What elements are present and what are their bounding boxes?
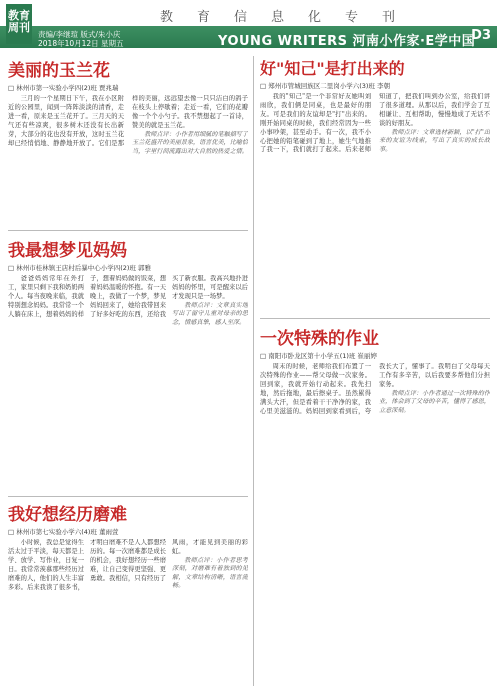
teacher-comment: 教师点评：小作者通过一次特殊的作业，体会到了父母的辛苦，懂得了感恩，立意深刻。 xyxy=(379,389,490,414)
article-author: □ 郑州市管城回族区二里岗小学六(3)班 李朝 xyxy=(260,82,390,90)
date-line: 2018年10月12日 星期五 xyxy=(38,39,124,48)
divider xyxy=(8,230,248,231)
divider xyxy=(260,318,490,319)
article-title: 美丽的玉兰花 xyxy=(8,61,110,81)
article-title: 我好想经历磨难 xyxy=(8,505,127,525)
article-author: □ 林州市第一实验小学四(2)班 贾兆瑞 xyxy=(8,84,119,92)
article-yulanhua xyxy=(8,56,248,213)
issue-meta xyxy=(38,30,124,48)
article-title: 一次特殊的作业 xyxy=(260,329,379,349)
body-text: 爸爸妈妈常年在外打工，家里只剩下我和奶奶两个人。每当夜晚来临，我就特别想念妈妈。我常常一个人躺在床上，想着妈妈的样子，想着妈妈做的饭菜，想着妈妈温暖的怀抱。有一天晚上，我做了一个梦，梦见妈妈回来了，她给我带回来了好多好吃的东西，还给我买了新衣服。我高兴地扑进妈妈的怀里，可是醒来以后才发现只是一场梦。 xyxy=(8,275,248,318)
article-mama xyxy=(8,236,248,493)
editor-line: 责编/李继瑄 版式/朱小庆 xyxy=(38,30,121,39)
article-author: □ 林州市第七实验小学六(4)班 董雨萱 xyxy=(8,528,119,536)
article-body xyxy=(260,363,490,693)
article-zhiji xyxy=(260,56,490,321)
column-divider xyxy=(253,56,254,686)
newspaper-logo: 教育周刊 xyxy=(6,4,32,44)
teacher-comment: 教师点评：小作者用细腻的笔触描写了玉兰花盛开的美丽景象，语言优美，比喻恰当，字里行间流露出对大自然的热爱之情。 xyxy=(132,130,248,155)
body-text: 三月的一个星期日下午，我在小区附近的公园里，闻到一阵阵淡淡的清香，走进一看，原来是玉兰花开了。三月天的天气还有些凉爽，很多树木还没有长出新芽，大部分的花也没有开放，这时玉兰花却已经悄悄地、静静地开放了。它们是那样的美丽，远远望去像一只只洁白的鸽子在枝头上停歇着；走近一看，它们的花瓣像一个个小勺子。我不禁想起了一首诗，赞美的就是玉兰花。 xyxy=(8,95,248,147)
article-author: □ 林州市桂林镇王店村后暴中心小学四(2)班 郭雅 xyxy=(8,264,151,272)
article-body xyxy=(8,539,248,695)
article-body xyxy=(260,93,490,321)
article-body xyxy=(8,95,248,213)
article-title: 好"知己"是打出来的 xyxy=(260,59,405,78)
body-text: 周末的时候，老师给我们布置了一次特殊的作业——帮父母做一次家务。回到家，我就开始行动起来。我先扫地，然后拖地，最后擦桌子。虽然累得满头大汗，但是看着干干净净的家，我心里美滋滋的。妈妈回到家看到后，夸我长大了，懂事了。我明白了父母每天工作有多辛苦，以后我要多帮他们分担家务。 xyxy=(260,363,490,415)
page-header xyxy=(0,0,497,50)
page-number: D3 xyxy=(471,28,491,43)
header-slogan: 教育信息化专刊 xyxy=(160,10,420,25)
body-text: 我的"知己"是一个非常好友她叫刘雨欣，我们俩是同桌，也是最好的朋友。可是我们的友谊却是"打"出来的。刚开始同桌的时候，我们经常因为一些小事吵架，甚至动手。有一次，我不小心把她的铅笔碰到了地上，她生气地推了我一下，我们就打了起来。后来老师知道了，把我们叫到办公室，给我们讲了很多道理。从那以后，我们学会了互相谦让、互相帮助，慢慢地成了无话不谈的好朋友。 xyxy=(260,93,490,154)
header-top xyxy=(0,0,497,26)
article-author: □ 南阳市卧龙区第十小学五(1)班 崔丽婷 xyxy=(260,352,377,360)
body-text: 小时候，我总是觉得生活太过于平淡，每天都是上学、放学、写作业，日复一日。我常常羡慕那些经历过磨难的人，他们的人生丰富多彩。后来我读了很多书，才明白磨难不是人人都想经历的。每一次磨难都是成长的机会，我好想经历一些磨难，让自己变得更坚强、更勇敢。我相信，只有经历了风雨，才能见到美丽的彩虹。 xyxy=(8,539,248,591)
divider xyxy=(8,496,248,497)
article-title: 我最想梦见妈妈 xyxy=(8,241,127,261)
article-body xyxy=(8,275,248,493)
teacher-comment: 教师点评：文章真实地写出了留守儿童对母亲的思念，情感真挚，感人至深。 xyxy=(172,301,248,326)
article-monan xyxy=(8,500,248,695)
section-brand: YOUNG WRITERS 河南小作家·E学中国 xyxy=(218,34,476,49)
teacher-comment: 教师点评：小作者思考深刻，对磨难有着独到的见解，文章结构清晰，语言流畅。 xyxy=(172,556,248,590)
teacher-comment: 教师点评：文章选材新颖，以"打"出来的友谊为线索，写出了真实的成长故事。 xyxy=(379,128,490,153)
article-zuoye xyxy=(260,324,490,693)
